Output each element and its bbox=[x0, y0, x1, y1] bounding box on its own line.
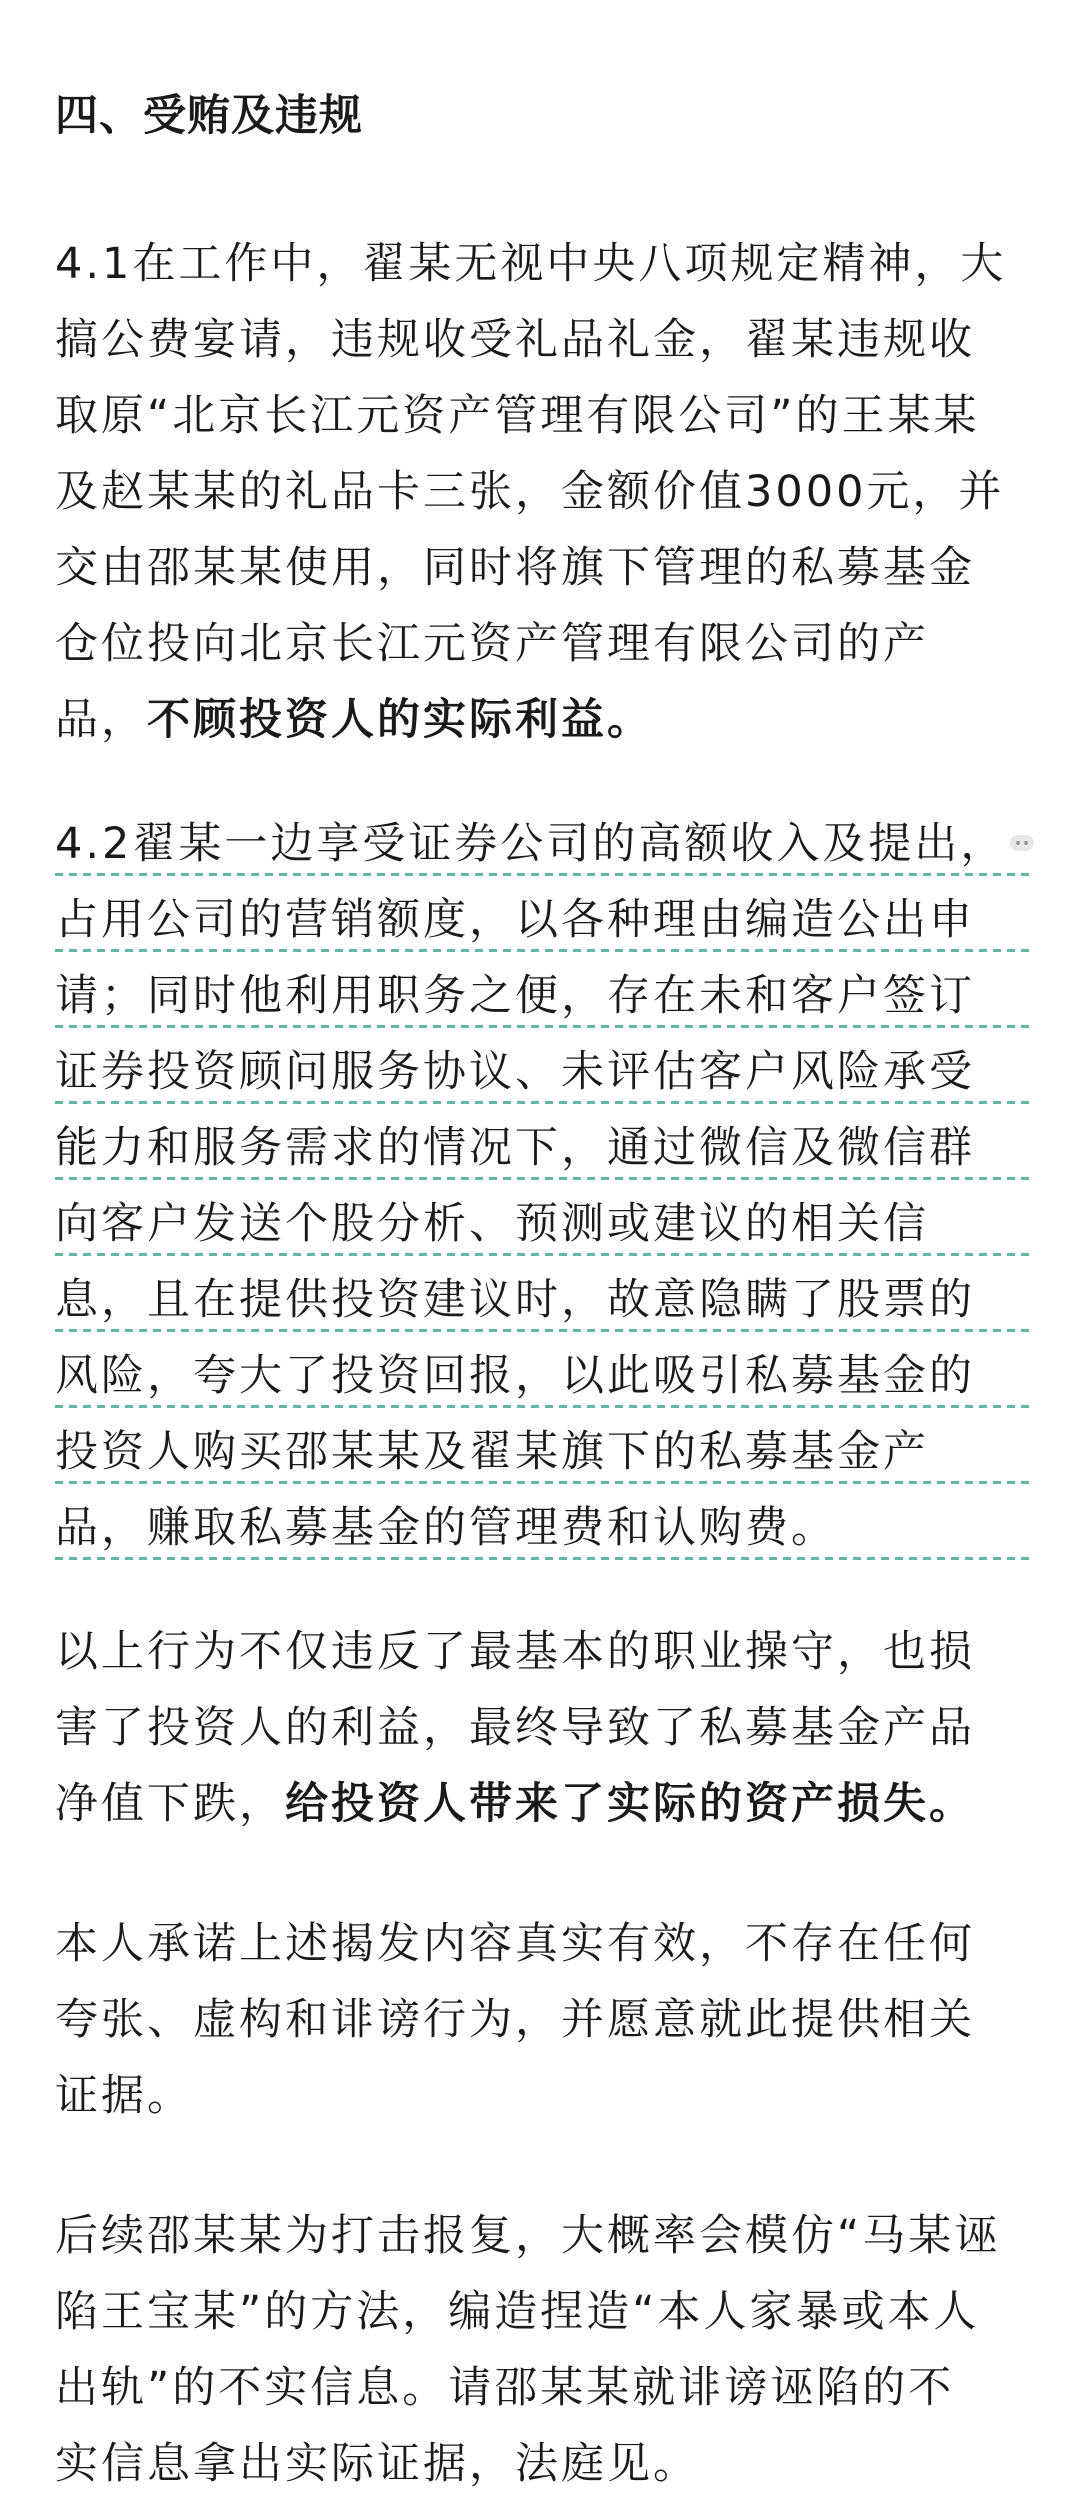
text-line: 陷王宝某”的方法，编造捏造“本人家暴或本人 bbox=[55, 2287, 980, 2337]
text-line: 向客户发送个股分析、预测或建议的相关信 bbox=[55, 1186, 1030, 1262]
text-line: 证据。 bbox=[55, 2071, 193, 2121]
text-line: 以上行为不仅违反了最基本的职业操守，也损 bbox=[55, 1627, 975, 1677]
text-line: 证券投资顾问服务协议、未评估客户风险承受 bbox=[55, 1034, 1030, 1110]
text-line: 后续邵某某为打击报复，大概率会模仿“马某诬 bbox=[55, 2211, 1001, 2261]
section-heading: 四、受贿及违规 bbox=[55, 91, 363, 141]
paragraph-commitment bbox=[55, 1906, 1030, 2134]
text-fragment: 净值下跌， bbox=[55, 1779, 285, 1829]
text-line: 息，且在提供投资建议时，故意隐瞒了股票的 bbox=[55, 1262, 1030, 1338]
text-line-last bbox=[55, 1766, 1030, 1842]
text-line bbox=[55, 806, 1030, 882]
text-line: 4.1在工作中，翟某无视中央八项规定精神，大 bbox=[55, 239, 1007, 289]
more-options-icon[interactable] bbox=[1010, 835, 1034, 851]
bold-emphasis: 不顾投资人的实际利益。 bbox=[147, 695, 653, 745]
paragraph-summary bbox=[55, 1614, 1030, 1842]
text-line: 夸张、虚构和诽谤行为，并愿意就此提供相关 bbox=[55, 1995, 975, 2045]
text-fragment: 4.2翟某一边享受证券公司的高额收入及提出， bbox=[55, 819, 1007, 869]
text-line: 请；同时他利用职务之便，存在未和客户签订 bbox=[55, 958, 1030, 1034]
text-line: 能力和服务需求的情况下，通过微信及微信群 bbox=[55, 1110, 1030, 1186]
paragraph-4-1 bbox=[55, 226, 1030, 758]
text-line: 搞公费宴请，违规收受礼品礼金，翟某违规收 bbox=[55, 315, 975, 365]
text-line: 风险，夸大了投资回报，以此吸引私募基金的 bbox=[55, 1338, 1030, 1414]
text-line: 实信息拿出实际证据，法庭见。 bbox=[55, 2439, 699, 2489]
text-line: 出轨”的不实信息。请邵某某就诽谤诬陷的不 bbox=[55, 2363, 955, 2413]
text-line: 仓位投向北京长江元资产管理有限公司的产 bbox=[55, 619, 929, 669]
text-line: 及赵某某的礼品卡三张，金额价值3000元，并 bbox=[55, 467, 1005, 517]
text-line: 交由邵某某使用，同时将旗下管理的私募基金 bbox=[55, 543, 975, 593]
text-line: 占用公司的营销额度，以各种理由编造公出申 bbox=[55, 882, 1030, 958]
text-fragment: 品， bbox=[55, 695, 147, 745]
text-line: 取原“北京长江元资产管理有限公司”的王某某 bbox=[55, 391, 980, 441]
paragraph-4-2-highlighted[interactable] bbox=[55, 806, 1030, 1566]
bold-emphasis: 给投资人带来了实际的资产损失。 bbox=[285, 1779, 975, 1829]
text-line: 害了投资人的利益，最终导致了私募基金产品 bbox=[55, 1703, 975, 1753]
paragraph-follow-up bbox=[55, 2198, 1030, 2502]
text-line-last bbox=[55, 682, 1030, 758]
text-line: 品，赚取私募基金的管理费和认购费。 bbox=[55, 1490, 1030, 1566]
text-line: 投资人购买邵某某及翟某旗下的私募基金产 bbox=[55, 1414, 1030, 1490]
text-line: 本人承诺上述揭发内容真实有效，不存在任何 bbox=[55, 1919, 975, 1969]
